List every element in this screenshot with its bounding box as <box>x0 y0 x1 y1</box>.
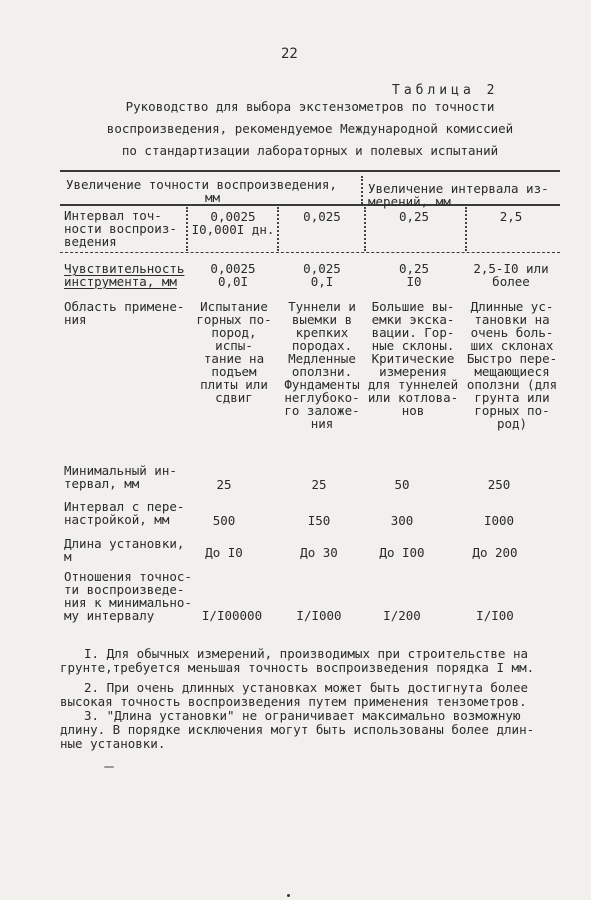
footnote: 2. При очень длинных установках может быть достигнута более высокая точность воспроизведения путем применения тензометров. <box>60 680 529 709</box>
table-cell: 25 <box>216 477 232 492</box>
table-cell: I000 <box>483 513 515 528</box>
row-label: Длина установки, м <box>64 536 185 564</box>
header-right-line2: мерений, мм <box>368 194 451 209</box>
table-cell: До 30 <box>300 545 338 560</box>
table-cell: 50 <box>394 477 410 492</box>
page-number: 22 <box>281 46 298 62</box>
footnote: I. Для обычных измерений, производимых при строительстве на грунте,требуется меньшая точность воспроизведения порядка I мм. <box>60 646 535 675</box>
table-cell: 300 <box>390 513 414 528</box>
table-cell: 500 <box>212 513 236 528</box>
row-label: Минимальный ин- тервал, мм <box>64 463 177 491</box>
table-title-line: воспроизведения, рекомендуемое Международной комиссией <box>106 121 514 136</box>
header-bottom-rule <box>60 204 560 206</box>
table-cell: 0,0025 I0,000I дн. <box>191 209 275 237</box>
row-separator-rule <box>60 252 560 253</box>
table-title <box>40 100 580 166</box>
table-cell: I/200 <box>383 608 421 623</box>
table-title-line: по стандартизации лабораторных и полевых испытаний <box>121 143 499 158</box>
header-divider <box>361 176 363 204</box>
table-cell: Испытание горных по- пород, испы- тание на подъем плиты или сдвиг <box>196 299 272 405</box>
table-cell: 0,25 <box>398 209 430 224</box>
table-cell: I/I000 <box>296 608 342 623</box>
table-cell: 25 <box>311 477 327 492</box>
table-title-line: Руководство для выбора экстензометров по точности <box>125 99 495 114</box>
table-cell: До 200 <box>472 545 518 560</box>
scan-mark <box>287 894 290 897</box>
row-label: Отношения точнос- ти воспроизведе- ния к минимально- му интервалу <box>64 569 192 623</box>
row-label: Интервал с пере- настройкой, мм <box>64 499 185 527</box>
header-left-unit: мм <box>205 190 221 205</box>
table-cell: I50 <box>307 513 331 528</box>
row-label: Интервал точ- ности воспроиз- ведения <box>64 208 177 249</box>
row-label: Чувствительность инструмента, мм <box>64 261 185 289</box>
table-cell: 250 <box>487 477 511 492</box>
table-cell: Туннели и выемки в крепких породах. Медленные оползни. Фундаменты неглубоко- го заложе- ния <box>284 299 360 431</box>
table-cell: Большие вы- емки экска- вации. Гор- ные склоны. Критические измерения для туннелей или котлова- нов <box>367 299 459 418</box>
table-cell: I/I00000 <box>201 608 263 623</box>
table-cell: До I0 <box>205 545 243 560</box>
table-label: Таблица 2 <box>392 83 499 98</box>
table-cell: 0,025 <box>303 209 341 224</box>
header-left: Увеличение точности воспроизведения, <box>66 177 337 192</box>
table-cell: Длинные ус- тановки на очень боль- ших склонах Быстро пере- мещающиеся оползни (для грунта или горных по- род) <box>466 299 558 431</box>
scan-mark <box>104 766 114 768</box>
header-right: Увеличение интервала из- <box>368 181 549 196</box>
table-cell: I/I00 <box>476 608 514 623</box>
table-cell: 0,25 I0 <box>398 261 430 289</box>
table-cell: 0,0025 0,0I <box>210 261 256 289</box>
row-label: Область примене- ния <box>64 299 185 327</box>
table-cell: 2,5-I0 или более <box>473 261 549 289</box>
table-cell: До I00 <box>379 545 425 560</box>
footnote: 3. "Длина установки" не ограничивает максимально возможную длину. В порядке исключения могут быть использованы более длин- ные установки. <box>60 708 535 751</box>
table-cell: 2,5 <box>499 209 523 224</box>
table-top-rule <box>60 170 560 172</box>
table-cell: 0,025 0,I <box>303 261 341 289</box>
